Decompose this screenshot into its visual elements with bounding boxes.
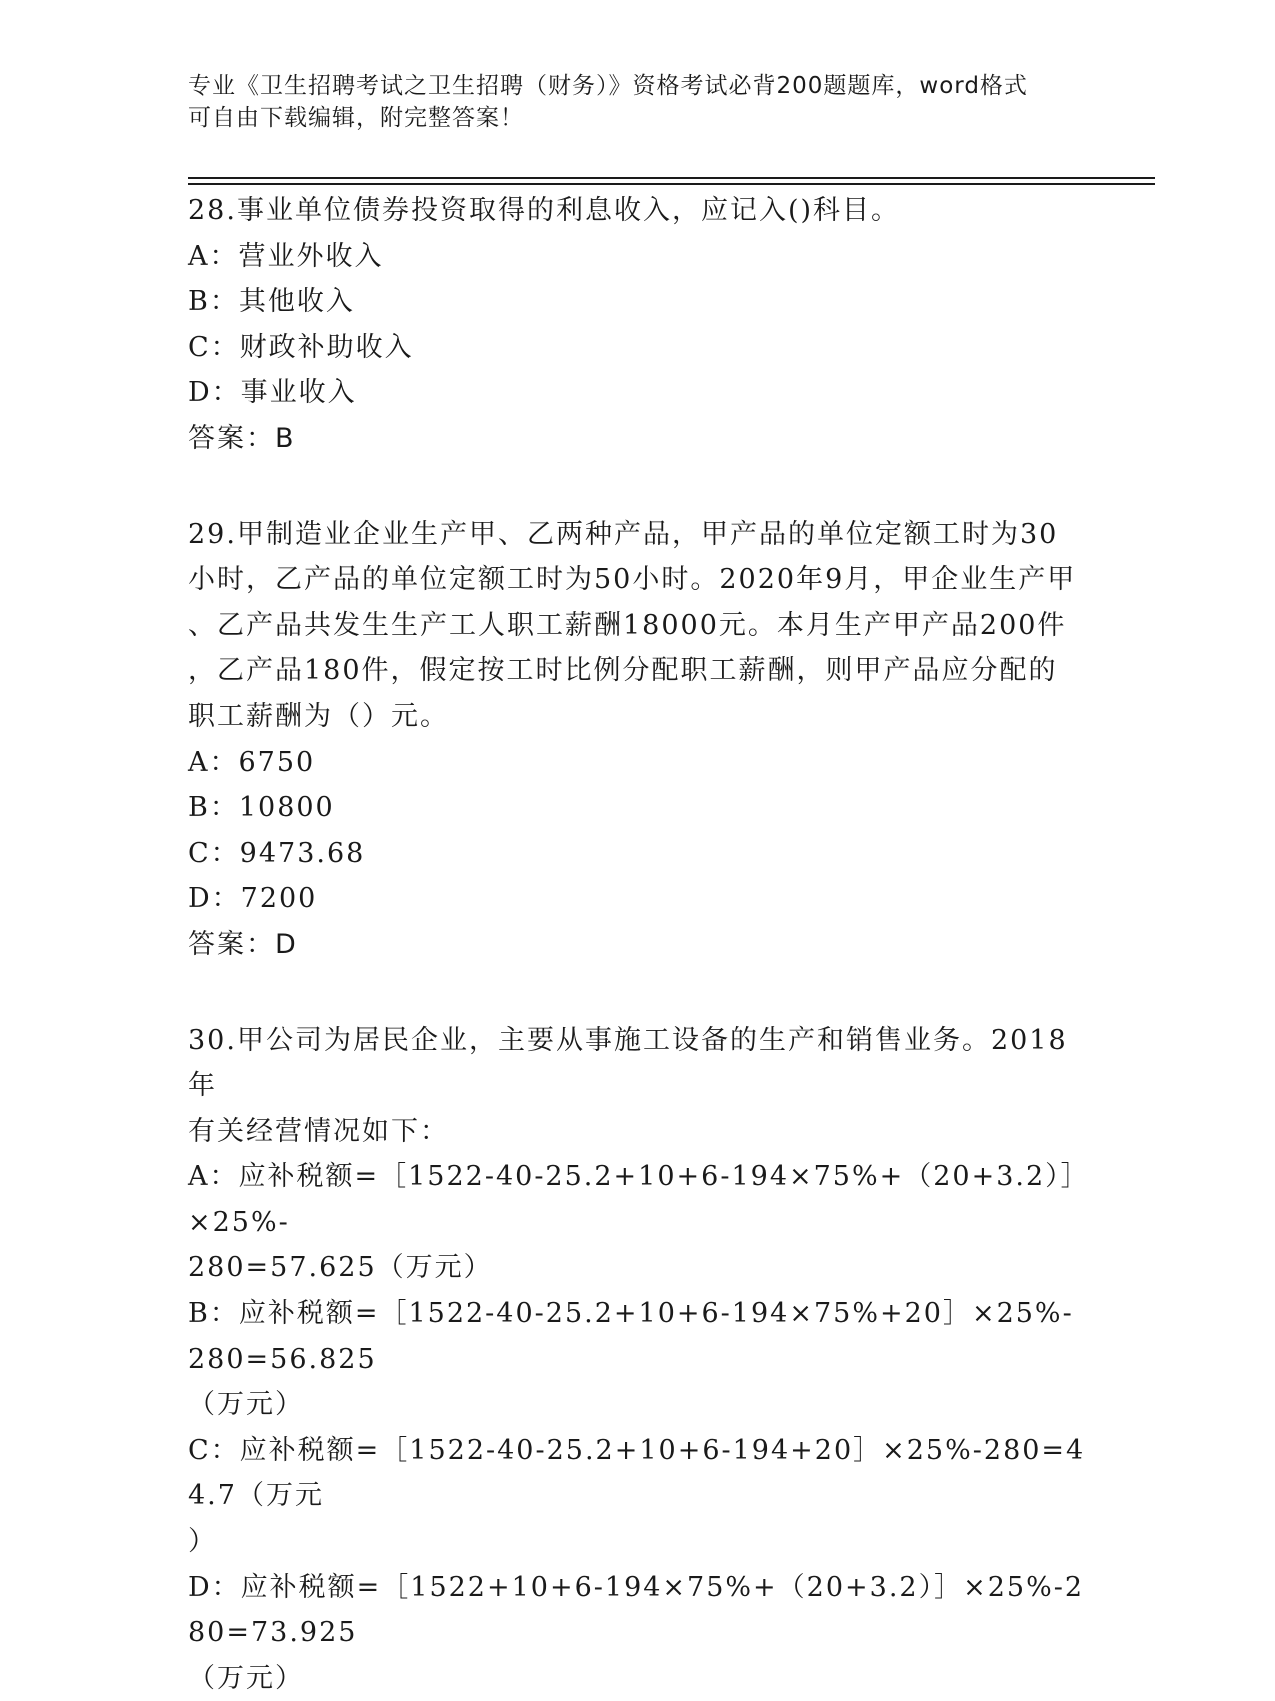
option-a-line: 280=57.625（万元） — [188, 1245, 1088, 1291]
option-d: D：7200 — [188, 876, 1088, 922]
question-stem: 28.事业单位债券投资取得的利息收入，应记入()科目。 — [188, 188, 1088, 234]
option-d-line: D：应补税额=［1522+10+6-194×75%+（20+3.2）］×25%-280=73.925 — [188, 1565, 1088, 1656]
header-rule-bottom — [188, 183, 1155, 185]
option-d-line: （万元） — [188, 1656, 1088, 1701]
header-line-1: 专业《卫生招聘考试之卫生招聘（财务）》资格考试必背200题题库，word格式 — [188, 70, 1088, 102]
option-b: B：其他收入 — [188, 279, 1088, 325]
question-30 — [188, 1018, 1088, 1701]
header-rule-top — [188, 177, 1155, 179]
answer-label: 答案：B — [188, 416, 1088, 462]
question-29 — [188, 512, 1088, 968]
question-stem-line: ，乙产品180件，假定按工时比例分配职工薪酬，则甲产品应分配的 — [188, 648, 1088, 694]
question-stem-line: 职工薪酬为（）元。 — [188, 694, 1088, 740]
option-b: B：10800 — [188, 785, 1088, 831]
question-28 — [188, 188, 1088, 462]
option-c-line: C：应补税额=［1522-40-25.2+10+6-194+20］×25%-280=44.7（万元 — [188, 1428, 1088, 1519]
question-stem-line: 、乙产品共发生生产工人职工薪酬18000元。本月生产甲产品200件 — [188, 603, 1088, 649]
header-line-2: 可自由下载编辑，附完整答案！ — [188, 102, 1088, 134]
option-a-line: A：应补税额=［1522-40-25.2+10+6-194×75%+（20+3.2）］×25%- — [188, 1154, 1088, 1245]
question-stem-line: 小时，乙产品的单位定额工时为50小时。2020年9月，甲企业生产甲 — [188, 557, 1088, 603]
question-list — [188, 188, 1088, 1701]
option-c: C：9473.68 — [188, 831, 1088, 877]
question-stem-line: 30.甲公司为居民企业，主要从事施工设备的生产和销售业务。2018年 — [188, 1018, 1088, 1109]
option-b-line: B：应补税额=［1522-40-25.2+10+6-194×75%+20］×25%-280=56.825 — [188, 1291, 1088, 1382]
option-c: C：财政补助收入 — [188, 325, 1088, 371]
option-d: D：事业收入 — [188, 370, 1088, 416]
option-a: A：营业外收入 — [188, 234, 1088, 280]
option-b-line: （万元） — [188, 1382, 1088, 1428]
option-c-line: ） — [188, 1519, 1088, 1565]
question-stem-line: 有关经营情况如下： — [188, 1109, 1088, 1155]
question-gap — [188, 462, 1088, 512]
question-gap — [188, 968, 1088, 1018]
document-header — [188, 70, 1088, 134]
answer-label: 答案：D — [188, 922, 1088, 968]
question-stem-line: 29.甲制造业企业生产甲、乙两种产品，甲产品的单位定额工时为30 — [188, 512, 1088, 558]
option-a: A：6750 — [188, 740, 1088, 786]
